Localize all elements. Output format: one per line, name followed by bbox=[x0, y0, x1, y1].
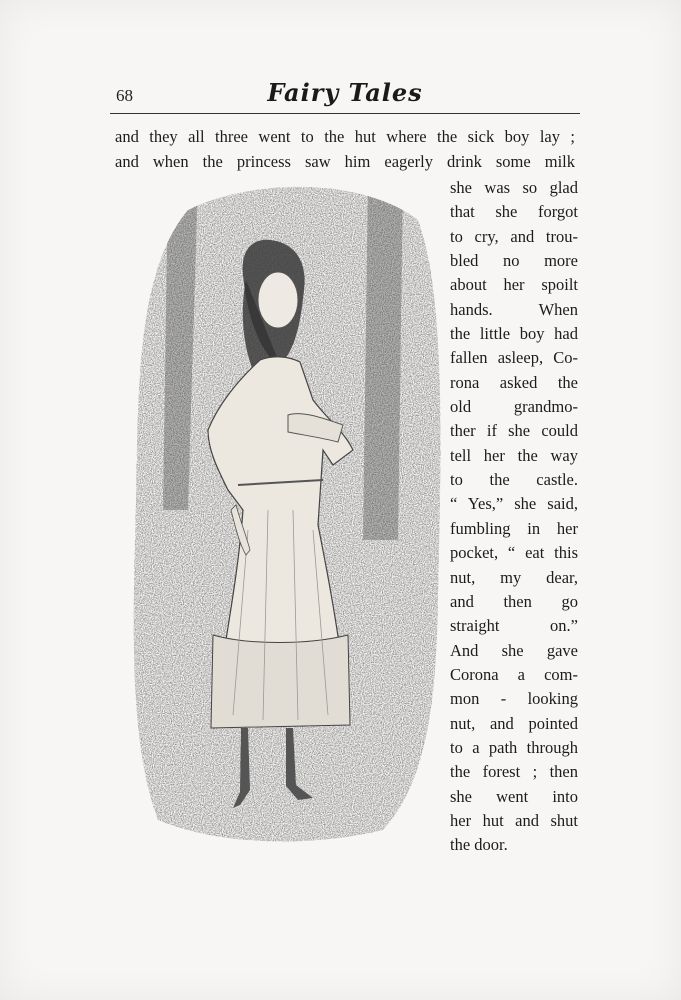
column-line: she was so glad bbox=[450, 178, 578, 197]
column-line: her hut and shut bbox=[450, 810, 578, 830]
column-line: nut, my dear, bbox=[450, 567, 578, 587]
column-line: nut, and pointed bbox=[450, 713, 578, 733]
column-line: rona asked the bbox=[450, 372, 578, 392]
column-line: pocket, “ eat this bbox=[450, 543, 578, 563]
column-line: ther if she could bbox=[450, 421, 578, 441]
column-line: the forest ; then bbox=[450, 762, 578, 782]
page-number: 68 bbox=[116, 86, 133, 105]
column-line: the little boy had bbox=[450, 324, 578, 344]
body-line-1: and they all three went to the hut where the sick boy lay ; bbox=[115, 127, 575, 146]
column-line: she went into bbox=[450, 786, 578, 806]
header-rule bbox=[110, 113, 580, 114]
page-header bbox=[110, 78, 580, 114]
column-line: that she forgot bbox=[450, 202, 578, 222]
column-line: straight on.” bbox=[450, 616, 578, 636]
column-line: old grandmo- bbox=[450, 397, 578, 417]
column-line: to cry, and trou- bbox=[450, 226, 578, 246]
running-title: Fairy Tales bbox=[267, 78, 423, 107]
column-line: to the castle. bbox=[450, 470, 578, 490]
column-line: tell her the way bbox=[450, 445, 578, 465]
column-line: hands. When bbox=[450, 299, 578, 319]
column-line: fumbling in her bbox=[450, 518, 578, 538]
column-line: Corona a com- bbox=[450, 664, 578, 684]
column-line: bled no more bbox=[450, 251, 578, 271]
column-line: And she gave bbox=[450, 640, 578, 660]
column-line: mon - looking bbox=[450, 689, 578, 709]
column-line: the door. bbox=[450, 835, 508, 855]
column-line: about her spoilt bbox=[450, 275, 578, 295]
text-column bbox=[450, 176, 578, 858]
column-line: to a path through bbox=[450, 737, 578, 757]
column-line: and then go bbox=[450, 591, 578, 611]
column-line: fallen asleep, Co- bbox=[450, 348, 578, 368]
body-line-2: and when the princess saw him eagerly drink some milk bbox=[115, 152, 575, 171]
column-line: “ Yes,” she said, bbox=[450, 494, 578, 514]
girl-illustration bbox=[128, 180, 443, 845]
